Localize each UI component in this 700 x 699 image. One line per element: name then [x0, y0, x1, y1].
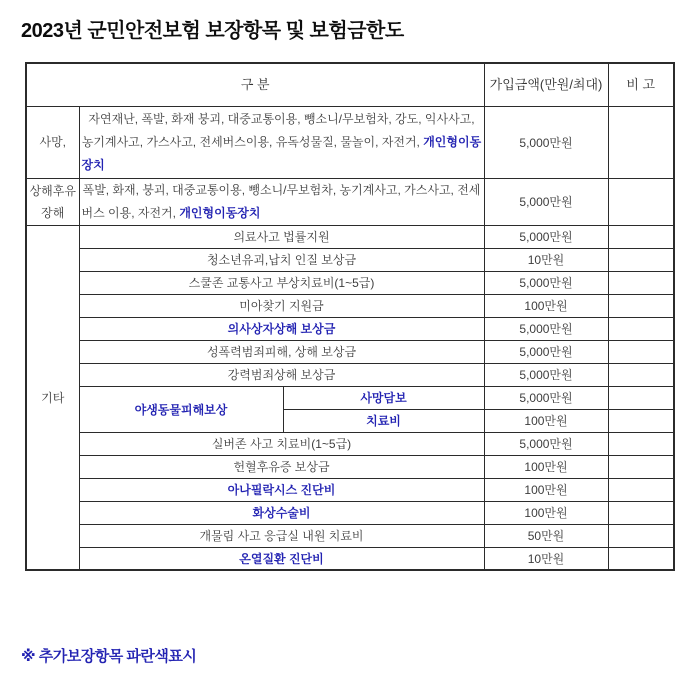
note-cell [608, 524, 674, 547]
row-death [26, 106, 674, 178]
etc-row [26, 225, 674, 248]
injury-desc-text: 폭발, 화재, 붕괴, 대중교통이용, 뺑소니/무보험차, 농기계사고, 가스사고, 전세버스 이용, 자전거, [81, 182, 481, 220]
note-cell [608, 386, 674, 409]
etc-amount: 10만원 [484, 547, 608, 570]
category-label-injury: 상해후유장해 [26, 178, 79, 225]
note-cell [608, 432, 674, 455]
etc-item: 성폭력범죄피해, 상해 보상금 [79, 340, 484, 363]
death-coverage-desc [79, 106, 484, 178]
note-cell [608, 340, 674, 363]
etc-row [26, 524, 674, 547]
header-note: 비 고 [608, 63, 674, 106]
note-cell [608, 248, 674, 271]
etc-item: 치료비 [283, 409, 484, 432]
note-cell [608, 363, 674, 386]
note-cell [608, 106, 674, 178]
etc-amount: 5,000만원 [484, 271, 608, 294]
header-category: 구 분 [26, 63, 484, 106]
etc-amount: 100만원 [484, 501, 608, 524]
etc-row [26, 455, 674, 478]
etc-row [26, 501, 674, 524]
footnote: ※ 추가보장항목 파란색표시 [21, 648, 197, 665]
note-cell [608, 478, 674, 501]
etc-row [26, 432, 674, 455]
etc-row-wildlife-death [26, 386, 674, 409]
etc-amount: 5,000만원 [484, 432, 608, 455]
note-cell [608, 317, 674, 340]
etc-amount: 100만원 [484, 294, 608, 317]
etc-row [26, 478, 674, 501]
etc-item: 의사상자상해 보상금 [79, 317, 484, 340]
note-cell [608, 547, 674, 570]
etc-amount: 5,000만원 [484, 340, 608, 363]
header-amount: 가입금액(만원/최대) [484, 63, 608, 106]
etc-row [26, 363, 674, 386]
note-cell [608, 294, 674, 317]
etc-item: 실버존 사고 치료비(1~5급) [79, 432, 484, 455]
etc-row [26, 294, 674, 317]
etc-row [26, 248, 674, 271]
category-label-death: 사망, [26, 106, 79, 178]
etc-item: 강력범죄상해 보상금 [79, 363, 484, 386]
etc-amount: 5,000만원 [484, 363, 608, 386]
note-cell [608, 409, 674, 432]
note-cell [608, 178, 674, 225]
etc-item: 스쿨존 교통사고 부상치료비(1~5급) [79, 271, 484, 294]
etc-row [26, 317, 674, 340]
table-header-row [26, 63, 674, 106]
coverage-table [25, 62, 675, 571]
note-cell [608, 271, 674, 294]
etc-amount: 5,000만원 [484, 225, 608, 248]
etc-row [26, 271, 674, 294]
etc-item: 의료사고 법률지원 [79, 225, 484, 248]
death-desc-highlight: 개인형이동장치 [81, 134, 482, 172]
etc-item: 아나필락시스 진단비 [79, 478, 484, 501]
etc-amount: 100만원 [484, 409, 608, 432]
etc-item: 화상수술비 [79, 501, 484, 524]
death-desc-text: 자연재난, 폭발, 화재 붕괴, 대중교통이용, 뺑소니/무보험차, 강도, 익사사고, 농기계사고, 가스사고, 전세버스이용, 유독성물질, 물놀이, 자전거, [81, 111, 475, 149]
etc-amount: 100만원 [484, 455, 608, 478]
etc-subgroup-wildlife: 야생동물피해보상 [79, 386, 283, 432]
etc-item: 개물림 사고 응급실 내원 치료비 [79, 524, 484, 547]
etc-row [26, 547, 674, 570]
etc-row [26, 340, 674, 363]
note-cell [608, 225, 674, 248]
note-cell [608, 455, 674, 478]
etc-item: 청소년유괴,납치 인질 보상금 [79, 248, 484, 271]
etc-amount: 50만원 [484, 524, 608, 547]
etc-item: 미아찾기 지원금 [79, 294, 484, 317]
row-injury [26, 178, 674, 225]
injury-coverage-desc [79, 178, 484, 225]
death-amount: 5,000만원 [484, 106, 608, 178]
injury-desc-highlight: 개인형이동장치 [179, 205, 261, 220]
page-title: 2023년 군민안전보험 보장항목 및 보험금한도 [21, 20, 404, 42]
etc-item: 헌혈후유증 보상금 [79, 455, 484, 478]
etc-amount: 100만원 [484, 478, 608, 501]
etc-item: 온열질환 진단비 [79, 547, 484, 570]
category-label-etc: 기타 [26, 225, 79, 570]
note-cell [608, 501, 674, 524]
etc-amount: 5,000만원 [484, 317, 608, 340]
injury-amount: 5,000만원 [484, 178, 608, 225]
etc-amount: 10만원 [484, 248, 608, 271]
etc-amount: 5,000만원 [484, 386, 608, 409]
etc-item: 사망담보 [283, 386, 484, 409]
